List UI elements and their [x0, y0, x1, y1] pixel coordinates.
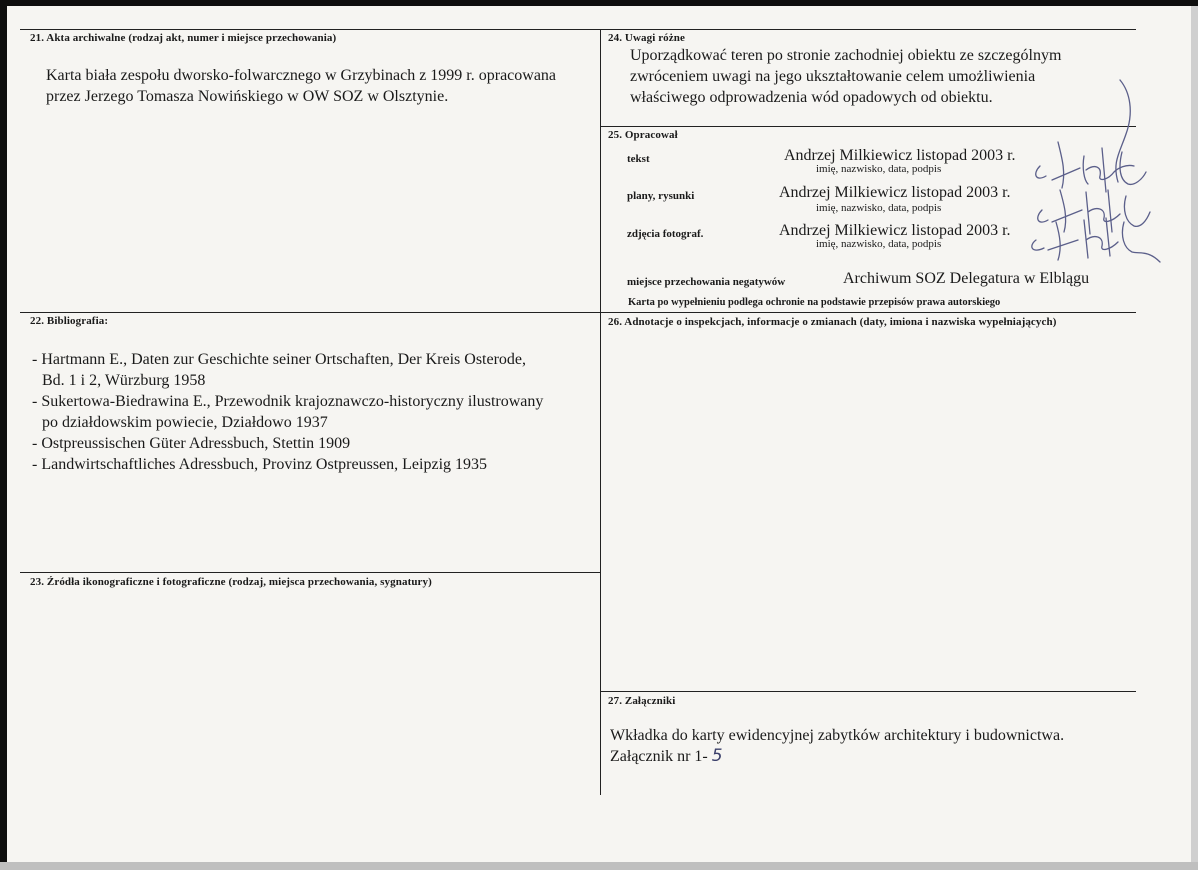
section-26-title: 26. Adnotacje o inspekcjach, informacje o zmianach (daty, imiona i nazwiska wypełniających) — [608, 316, 1057, 328]
author-text-value: Andrzej Milkiewicz listopad 2003 r. — [784, 147, 1016, 164]
sheet-edge — [1191, 6, 1198, 870]
section-21-line1: Karta biała zespołu dworsko-folwarcznego w Grzybinach z 1999 r. opracowana — [46, 67, 557, 84]
section-23-title: 23. Źródła ikonograficzne i fotograficzne (rodzaj, miejsca przechowania, sygnatury) — [30, 576, 432, 588]
bibliography-item: - Hartmann E., Daten zur Geschichte seiner Ortschaften, Der Kreis Osterode, — [32, 351, 527, 368]
row-divider-27 — [600, 691, 1136, 692]
top-rule — [20, 29, 1136, 30]
section-27-line2 — [610, 746, 723, 767]
bibliography-item: - Sukertowa-Biedrawina E., Przewodnik krajoznawczo-historyczny ilustrowany — [32, 393, 544, 410]
negatives-value: Archiwum SOZ Delegatura w Elblągu — [843, 270, 1090, 287]
sheet-edge-bottom — [0, 862, 1198, 870]
row-divider-22 — [20, 312, 1136, 313]
author-plans-caption: imię, nazwisko, data, podpis — [816, 202, 942, 214]
section-24-line1: Uporządkować teren po stronie zachodniej obiektu ze szczególnym — [630, 47, 1062, 64]
row-divider-23 — [20, 572, 600, 573]
author-photos-caption: imię, nazwisko, data, podpis — [816, 238, 942, 250]
section-27-line1: Wkładka do karty ewidencyjnej zabytków architektury i budownictwa. — [610, 727, 1065, 744]
author-text-label: tekst — [627, 153, 650, 165]
author-photos-value: Andrzej Milkiewicz listopad 2003 r. — [779, 222, 1011, 239]
bibliography-item: - Ostpreussischen Güter Adressbuch, Stettin 1909 — [32, 435, 351, 452]
section-24-line3: właściwego odprowadzenia wód opadowych od obiektu. — [630, 89, 993, 106]
attachment-count-handwritten: 5 — [711, 746, 723, 766]
section-21-title: 21. Akta archiwalne (rodzaj akt, numer i miejsce przechowania) — [30, 32, 337, 44]
bibliography-item: Bd. 1 i 2, Würzburg 1958 — [42, 372, 206, 389]
negatives-label: miejsce przechowania negatywów — [627, 276, 786, 288]
bibliography-list — [32, 349, 543, 475]
author-plans-value: Andrzej Milkiewicz listopad 2003 r. — [779, 184, 1011, 201]
bibliography-item: - Landwirtschaftliches Adressbuch, Provinz Ostpreussen, Leipzig 1935 — [32, 456, 488, 473]
section-24-title: 24. Uwagi różne — [608, 32, 685, 44]
section-25-title: 25. Opracował — [608, 129, 678, 141]
copyright-note: Karta po wypełnieniu podlega ochronie na podstawie przepisów prawa autorskiego — [628, 297, 1001, 308]
section-21-line2: przez Jerzego Tomasza Nowińskiego w OW SOZ w Olsztynie. — [46, 88, 449, 105]
section-27-title: 27. Załączniki — [608, 695, 676, 707]
column-divider — [600, 29, 601, 795]
section-22-title: 22. Bibliografia: — [30, 315, 109, 327]
section-24-line2: zwróceniem uwagi na jego ukształtowanie celem umożliwienia — [630, 68, 1036, 85]
author-plans-label: plany, rysunki — [627, 190, 695, 202]
author-text-caption: imię, nazwisko, data, podpis — [816, 163, 942, 175]
author-photos-label: zdjęcia fotograf. — [627, 228, 704, 240]
bibliography-item: po działdowskim powiecie, Działdowo 1937 — [42, 414, 328, 431]
attachment-prefix: Załącznik nr 1- — [610, 748, 712, 765]
handwritten-signature — [1022, 72, 1162, 267]
